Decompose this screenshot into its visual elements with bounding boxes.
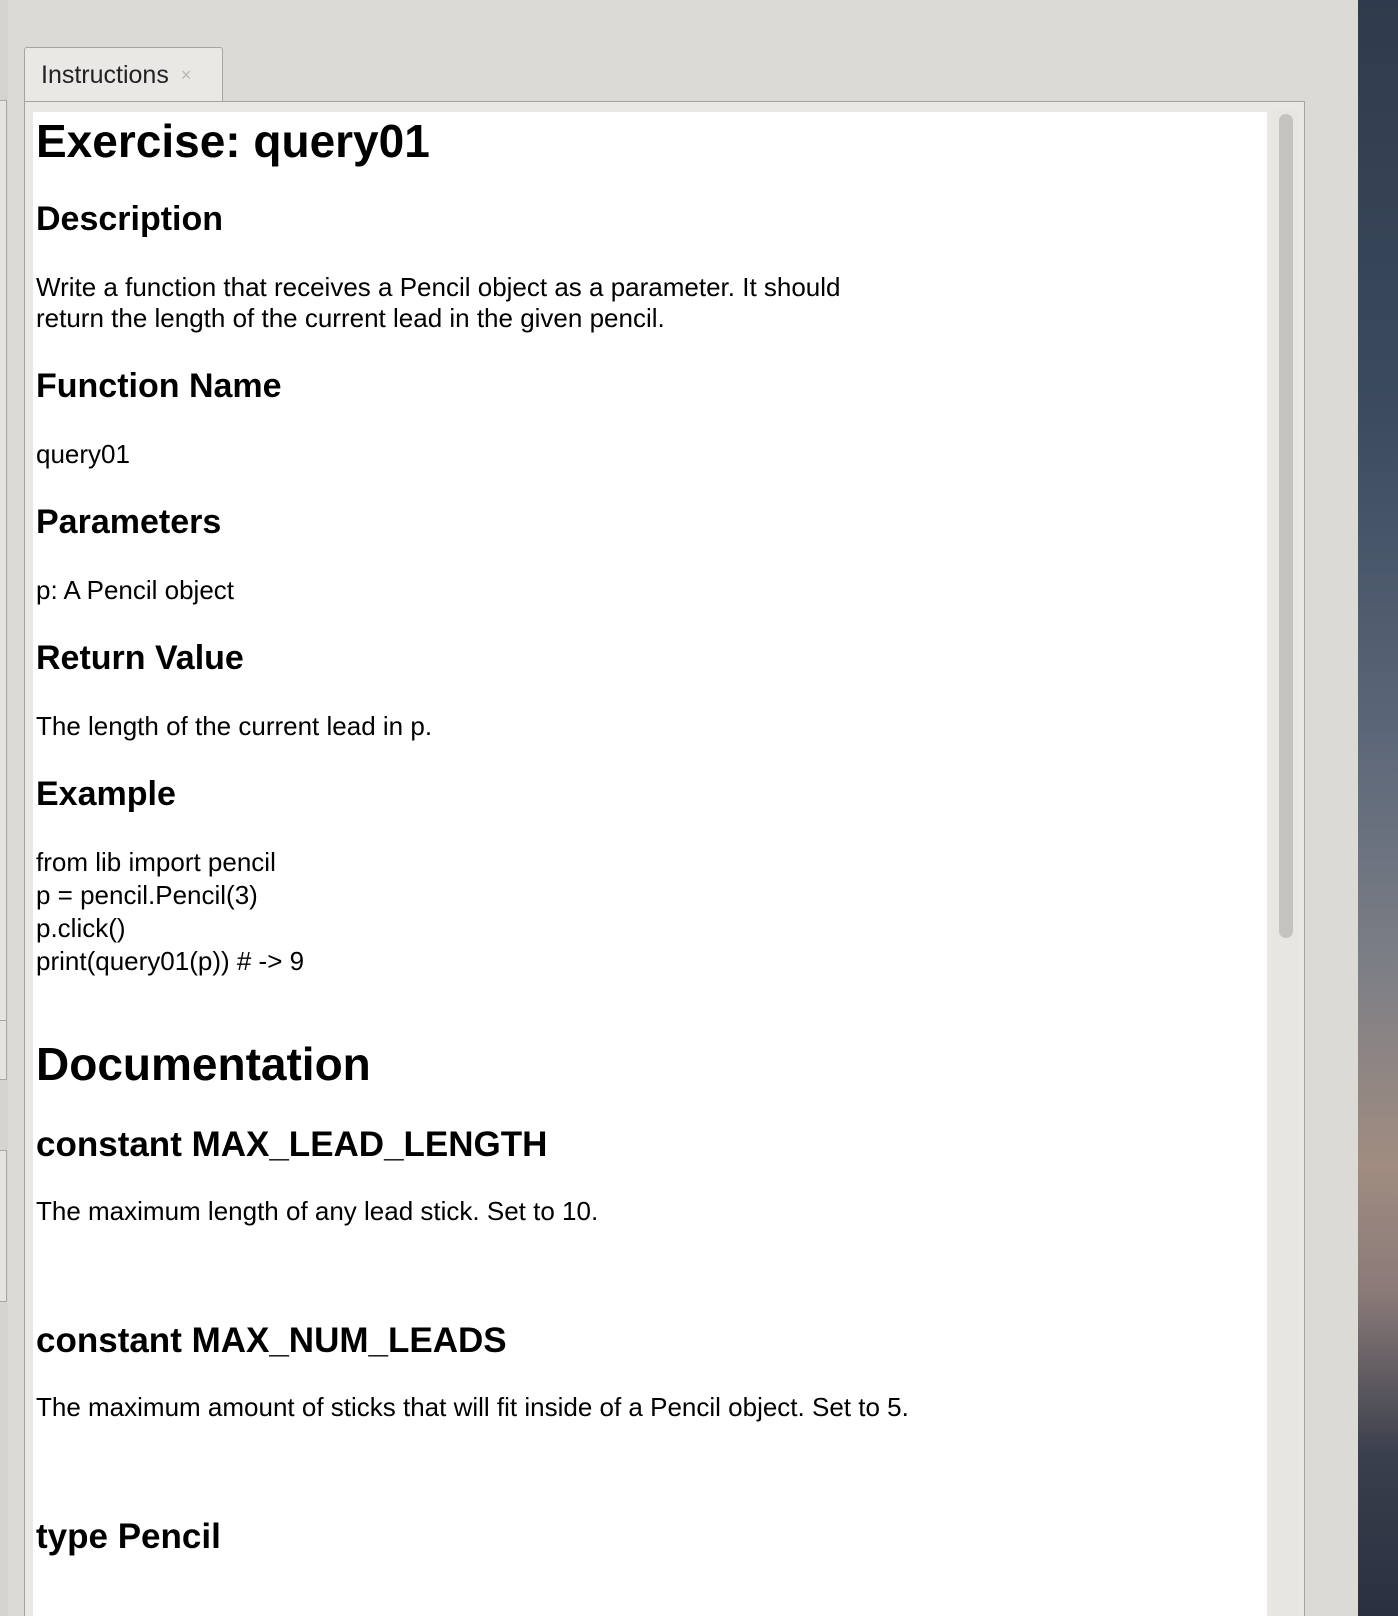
parameters-value: p: A Pencil object [36, 575, 235, 605]
return-value-heading: Return Value [36, 639, 244, 677]
doc-item-heading: constant MAX_NUM_LEADS [36, 1321, 507, 1360]
description-line-2: return the length of the current lead in the given pencil. [36, 303, 665, 333]
adjacent-pane-edge [0, 1150, 7, 1302]
doc-item-heading: type Pencil [36, 1517, 221, 1556]
return-value-code: p [410, 711, 425, 741]
exercise-title: Exercise: query01 [36, 115, 430, 167]
adjacent-pane-edge [0, 1020, 7, 1080]
close-icon[interactable]: × [180, 64, 192, 85]
adjacent-pane-edge [0, 100, 7, 1022]
return-value-text [36, 711, 432, 742]
doc-item-heading: constant MAX_LEAD_LENGTH [36, 1125, 548, 1164]
example-code-line: p = pencil.Pencil(3) [36, 880, 258, 910]
doc-item-text: The maximum length of any lead stick. Set to 10. [36, 1196, 599, 1226]
function-name-heading: Function Name [36, 367, 282, 405]
tab-instructions[interactable] [24, 47, 223, 102]
tab-label: Instructions [41, 60, 169, 89]
example-code-line: p.click() [36, 913, 126, 943]
example-code-line: print(query01(p)) # -> 9 [36, 946, 305, 976]
parameters-heading: Parameters [36, 503, 222, 541]
example-code-line: from lib import pencil [36, 847, 276, 877]
documentation-title: Documentation [36, 1038, 371, 1090]
description-heading: Description [36, 200, 224, 238]
adjacent-window-edge [0, 0, 8, 1616]
description-line-1: Write a function that receives a Pencil object as a parameter. It should [36, 272, 841, 302]
function-name-value: query01 [36, 439, 130, 469]
doc-item-text: The maximum amount of sticks that will fit inside of a Pencil object. Set to 5. [36, 1392, 909, 1422]
return-value-suffix: . [424, 711, 433, 741]
return-value-prefix: The length of the current lead in [36, 711, 411, 741]
example-heading: Example [36, 775, 176, 813]
desktop-wallpaper [1358, 0, 1398, 1616]
scrollbar-thumb[interactable] [1279, 114, 1293, 938]
instructions-content [33, 112, 1267, 1616]
vertical-scrollbar[interactable] [1272, 108, 1298, 1616]
